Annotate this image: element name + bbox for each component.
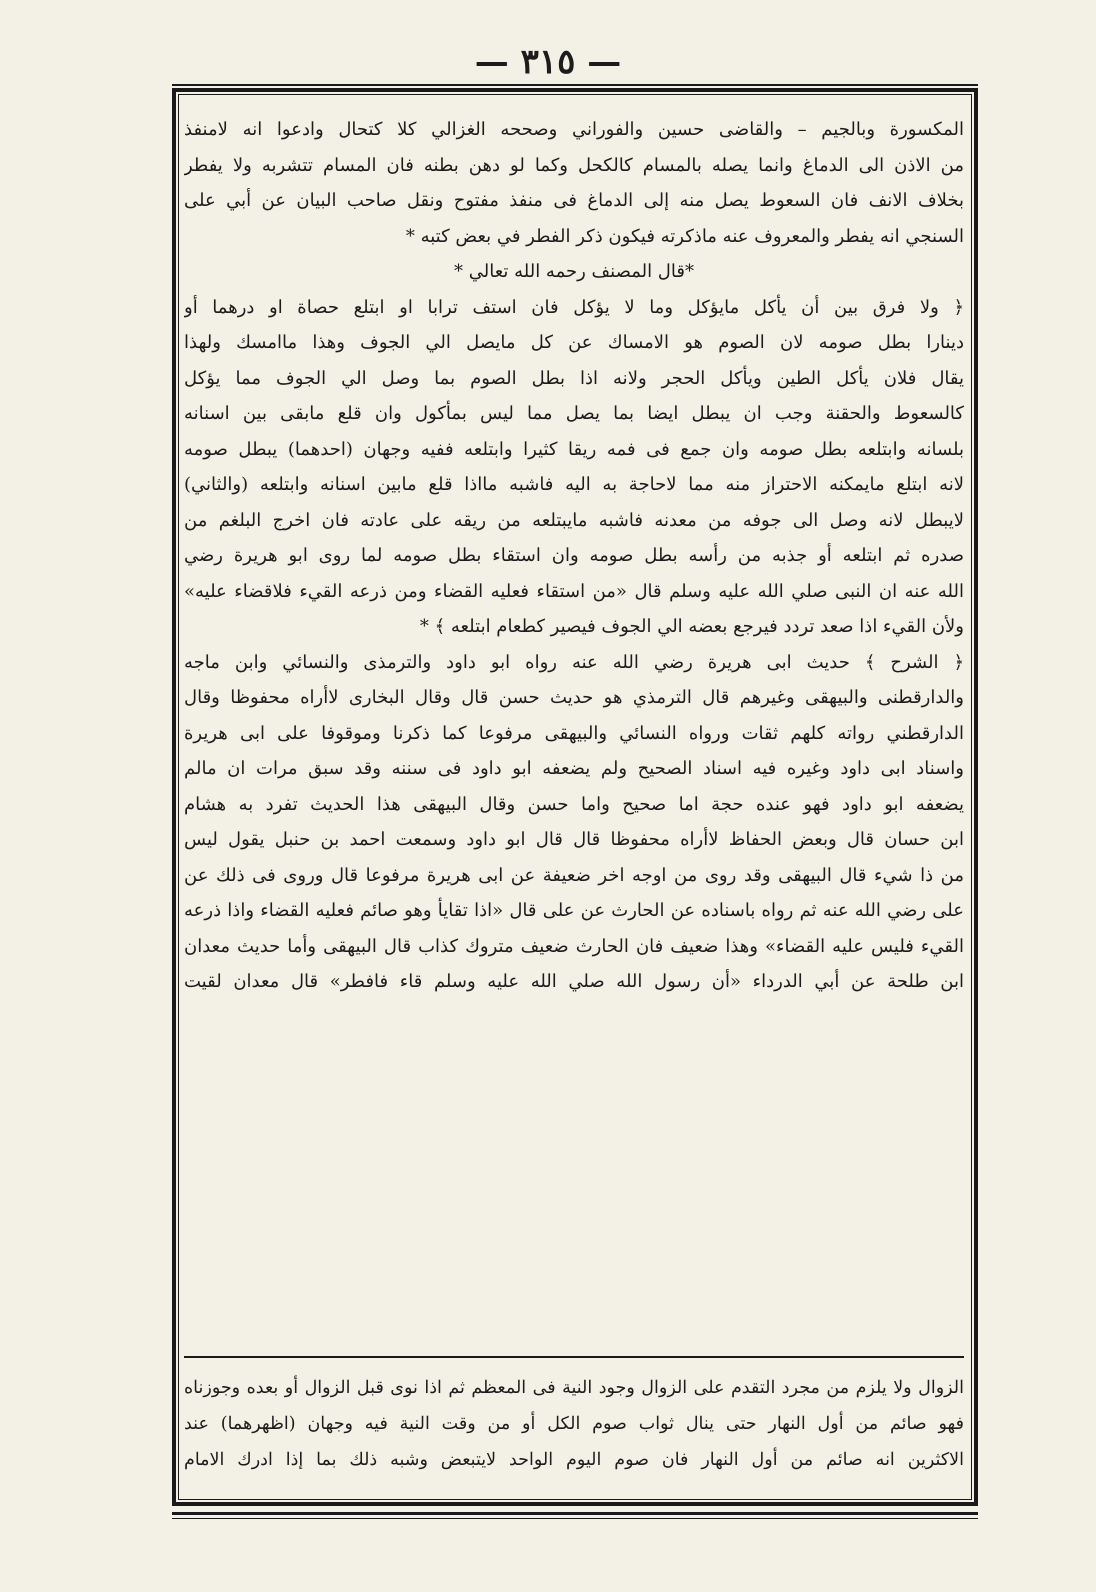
footnote-line: الاكثرين انه صائم من أول النهار فان صوم اليوم الواحد لايتبعض وشبه ذلك بما إذا ادرك الامام bbox=[184, 1450, 964, 1470]
text-line: ابن طلحة عن أبي الدرداء «أن رسول الله صلي الله عليه وسلم قاء فافطر» قال معدان لقيت bbox=[184, 971, 964, 992]
text-line: على رضي الله عنه ثم رواه باسناده عن الحارث عن على قال «اذا تقايأ وهو صائم فعليه القضاء واذا ذرعه bbox=[184, 900, 964, 921]
bottom-rule-thin bbox=[172, 1518, 978, 1519]
text-line: يضعفه ابو داود فهو عنده حجة اما صحيح واما حسن وقال البيهقى هذا الحديث تفرد به هشام bbox=[184, 793, 964, 815]
text-line: ﴿ الشرح ﴾ حديث ابى هريرة رضي الله عنه رواه ابو داود والترمذى والنسائي وابن ماجه bbox=[184, 651, 964, 673]
text-line: لايبطل لانه وصل الى جوفه من معدنه فاشبه مايبتلعه من ريقه على عادته فان اخرج البلغم من bbox=[184, 509, 964, 531]
section-heading: *قال المصنف رحمه الله تعالي * bbox=[454, 261, 694, 282]
bottom-rule bbox=[172, 1512, 978, 1515]
text-line: والدارقطنى والبيهقى وغيرهم قال الترمذي هو حديث حسن قال وقال البخارى لاأراه محفوظا وقال bbox=[184, 687, 964, 708]
footnote-line: فهو صائم من أول النهار حتى ينال ثواب صوم الكل أو من وقت النية فيه وجهان (اظهرهما) عند bbox=[184, 1414, 964, 1434]
footnote-text bbox=[184, 1370, 964, 1478]
text-line: لانه ابتلع مايمكنه الاحتراز منه مما لاحاجة به اليه فاشبه مااذا قلع مابين اسنانه وابتلعه (والثاني) bbox=[184, 474, 964, 495]
text-line: الدارقطني رواته كلهم ثقات ورواه النسائي والبيهقى مرفوعا كما ذكرنا وموقوفا على ابى هريرة bbox=[184, 722, 964, 744]
page-number: — ٣١٥ — bbox=[474, 42, 622, 82]
text-line: دينارا بطل صومه لان الصوم هو الامساك عن كل مايصل الي الجوف وهذا ماامسك ولهذا bbox=[184, 332, 964, 353]
text-line: صدره ثم ابتلعه أو جذبه من رأسه بطل صومه وان استقاء بطل صومه لما روى ابو هريرة رضي bbox=[184, 545, 964, 566]
text-line: واسناد ابى داود وغيره فيه اسناد الصحيح ولم يضعفه ابو داود فى سننه وقد سبق مرات ان مالم bbox=[184, 758, 964, 779]
text-line: ابن حسان قال وبعض الحفاظ لاأراه محفوظا قال قال ابو داود وسمعت احمد بن حنبل يقول ليس bbox=[184, 829, 964, 850]
text-line: بلسانه وابتلعه بطل صومه وان جمع فى فمه ريقا كثيرا وابتلعه ففيه وجهان (احدهما) يبطل صومه bbox=[184, 438, 964, 460]
main-text bbox=[184, 112, 964, 1000]
text-line: كالسعوط والحقنة وجب ان يبطل ايضا بما يصل مما ليس بمأكول وان قلع مابقى بين اسنانه bbox=[184, 403, 964, 424]
footnote-separator bbox=[184, 1356, 964, 1358]
text-line: السنجي انه يفطر والمعروف عنه ماذكرته فيكون ذكر الفطر في بعض كتبه * bbox=[405, 225, 964, 247]
text-line: بخلاف الانف فان السعوط يصل منه إلى الدماغ فى منفذ مفتوح ونقل صاحب البيان عن أبي على bbox=[184, 190, 964, 211]
text-line: من ذا شيء قال البيهقى وقد روى من اوجه اخر ضعيفة عن ابى هريرة مرفوعا قال وروى فى ذلك عن bbox=[184, 864, 964, 886]
text-line: يقال فلان يأكل الطين ويأكل الحجر ولانه اذا بطل الصوم بما وصل الي الجوف مما يؤكل bbox=[184, 367, 964, 389]
text-line: القيء فليس عليه القضاء» وهذا ضعيف فان الحارث ضعيف متروك كذاب قال البيهقى وأما حديث معدان bbox=[184, 935, 964, 957]
text-line: ﴿ ولا فرق بين أن يأكل مايؤكل وما لا يؤكل فان استف ترابا او ابتلع حصاة او درهما أو bbox=[184, 296, 964, 318]
text-line: الله عنه ان النبى صلي الله عليه وسلم قال «من استقاء فعليه القضاء ومن ذرعه القيء فلاقضاء عليه» bbox=[184, 580, 964, 602]
text-line: ولأن القيء اذا صعد تردد فيرجع بعضه الي الجوف فيصير كطعام ابتلعه ﴾ * bbox=[419, 616, 964, 637]
text-line: المكسورة وبالجيم – والقاضى حسين والفوراني وصححه الغزالي كلا كتحال وادعوا انه لامنفذ bbox=[184, 119, 964, 140]
top-rule bbox=[172, 84, 978, 86]
footnote-line: الزوال ولا يلزم من مجرد التقدم على الزوال وجود النية فى المعظم ثم اذا نوى قبل الزوال أو بعده وجوزناه bbox=[184, 1378, 964, 1398]
text-line: من الاذن الى الدماغ وانما يصله بالمسام كالكحل وكما لو دهن بطنه فان المسام تتشربه ولا يفطر bbox=[184, 154, 964, 176]
